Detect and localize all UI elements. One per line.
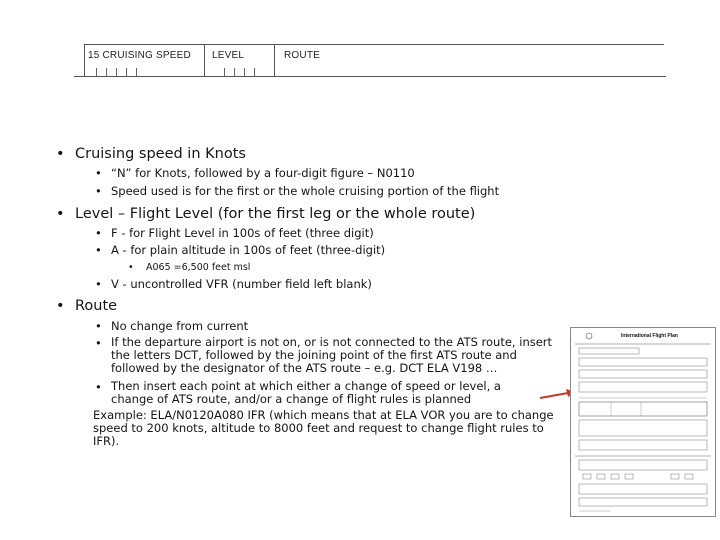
bullet-dot: •: [95, 166, 102, 180]
bullet-dot: •: [95, 184, 102, 198]
strip-divider-level: [274, 44, 275, 76]
strip-top-line: [84, 44, 664, 45]
strip-tick: [244, 68, 245, 76]
strip-tick: [224, 68, 225, 76]
heading-cruising-speed: Cruising speed in Knots: [75, 146, 246, 162]
level-altitude-example: A065 =6,500 feet msl: [146, 262, 251, 273]
field-label-cruising-speed: 15 CRUISING SPEED: [88, 50, 191, 61]
flight-plan-field-strip: [74, 44, 674, 80]
bullet-dot: •: [95, 336, 102, 350]
bullet-dot: •: [95, 243, 102, 257]
bullet-dot: •: [95, 277, 102, 291]
strip-bottom-line: [74, 76, 666, 77]
cruising-speed-portion: Speed used is for the first or the whole cruising portion of the flight: [111, 184, 500, 198]
route-change-points: Then insert each point at which either a change of speed or level, a change of ATS route, and/or a change of flight rules is planned: [111, 379, 501, 406]
bullet-dot: •: [95, 319, 102, 333]
bullet-dot: •: [128, 262, 134, 273]
field-label-level: LEVEL: [212, 50, 245, 61]
form-thumbnail-graphic: [571, 328, 715, 516]
route-no-change: No change from current: [111, 319, 249, 333]
strip-tick: [96, 68, 97, 76]
flight-plan-form-thumbnail: [570, 327, 716, 517]
strip-left-border: [84, 44, 85, 76]
level-flight-level: F - for Flight Level in 100s of feet (three digit): [111, 226, 374, 240]
route-dct-instruction: If the departure airport is not on, or is not connected to the ATS route, insert the letters DCT, followed by the joining point of the first ATS route and followed by the designator of the ATS route – e.g. DCT ELA V198 …: [111, 335, 553, 375]
strip-tick: [106, 68, 107, 76]
heading-route: Route: [75, 298, 118, 314]
cruising-speed-n-knots: “N” for Knots, followed by a four-digit figure – N0110: [111, 166, 415, 180]
strip-tick: [136, 68, 137, 76]
bullet-dot: •: [95, 226, 102, 240]
bullet-dot: •: [56, 146, 65, 162]
route-example: Example: ELA/N0120A080 IFR (which means that at ELA VOR you are to change speed to 200 knots, altitude to 8000 feet and request to change flight rules to IFR).: [93, 408, 554, 448]
level-plain-altitude: A - for plain altitude in 100s of feet (three-digit): [111, 243, 386, 257]
field-label-route: ROUTE: [284, 50, 320, 61]
strip-tick: [126, 68, 127, 76]
strip-tick: [116, 68, 117, 76]
thumbnail-title: International Flight Plan: [621, 333, 678, 339]
heading-level: Level – Flight Level (for the first leg or the whole route): [75, 206, 476, 222]
strip-divider-speed: [204, 44, 205, 76]
strip-tick: [254, 68, 255, 76]
bullet-dot: •: [95, 380, 102, 394]
level-vfr: V - uncontrolled VFR (number field left blank): [111, 277, 372, 291]
strip-tick: [234, 68, 235, 76]
bullet-dot: •: [56, 206, 65, 222]
bullet-dot: •: [56, 298, 65, 314]
